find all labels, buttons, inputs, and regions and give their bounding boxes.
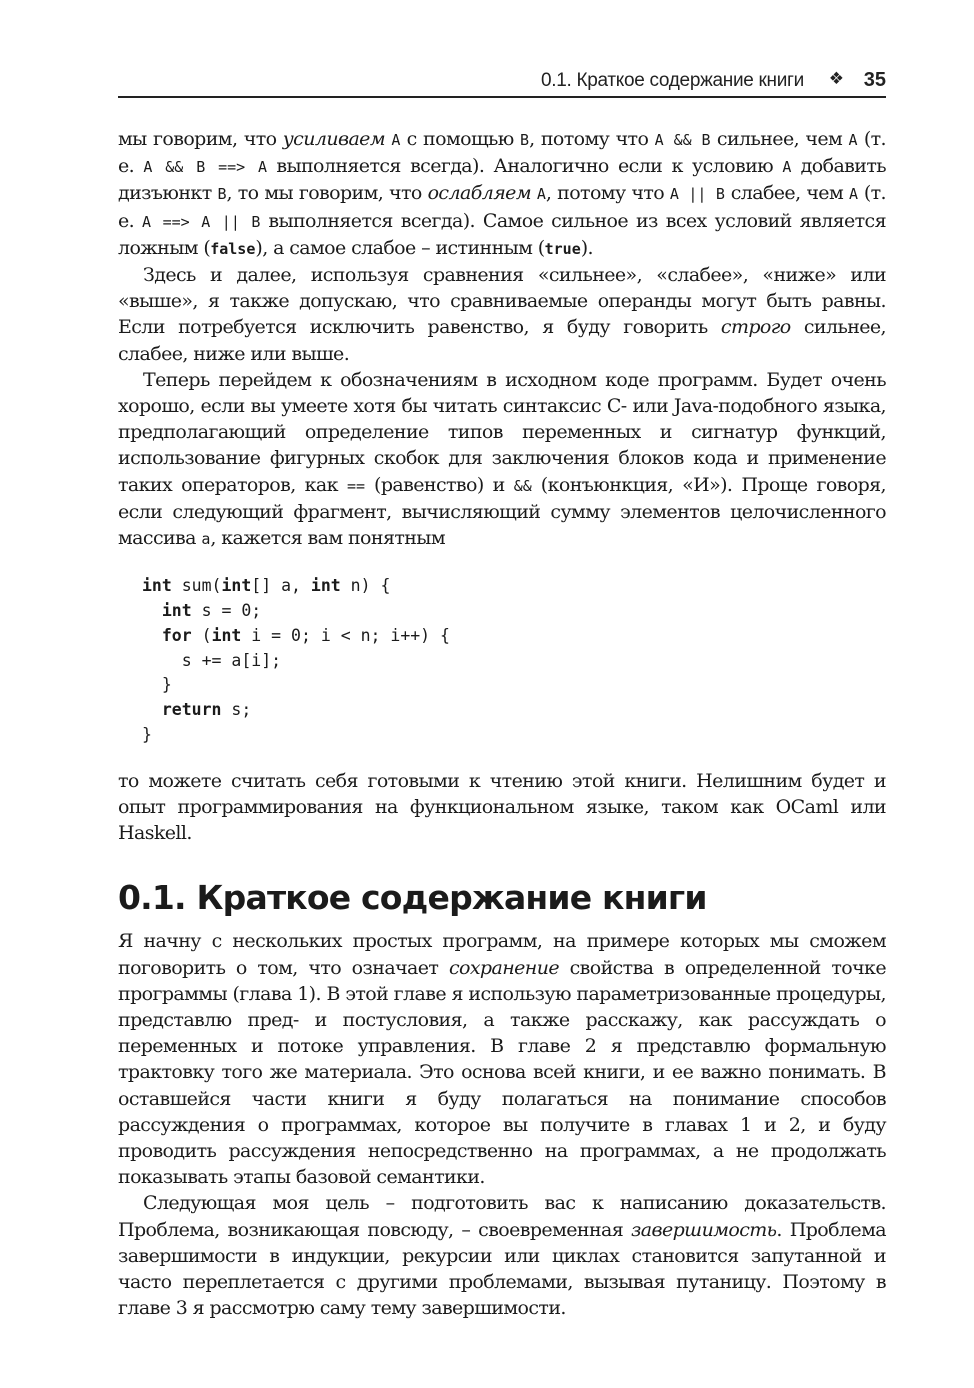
inline-code: true [544, 239, 581, 258]
body-text [118, 126, 886, 1321]
running-header [118, 66, 886, 98]
ornament-icon: ❖ [828, 69, 844, 89]
inline-code: a [201, 530, 211, 549]
inline-code: A [536, 185, 546, 204]
emphasis: завершимость [631, 1218, 777, 1241]
inline-code: B [217, 185, 227, 204]
section-heading: 0.1. Краткое содержание книги [118, 878, 707, 918]
inline-code: A || B [669, 185, 725, 204]
paragraph-4: то можете считать себя готовыми к чтению этой книги. Нелишним будет и опыт программирования на функциональном языке, таком как OCaml или Haskell. [118, 769, 886, 845]
paragraph-6: Следующая моя цель – подготовить вас к написанию доказательств. Проблема, возникающая повсюду, – своевременная завершимость. Проблема завершимости в индукции, рекурсии или циклах становится запутанной и часто переплетается с другими проблемами, вызывая путаницу. Поэтому в главе 3 я рассмотрю саму тему завершимости. [118, 1192, 886, 1320]
inline-code: B [520, 131, 530, 149]
code-listing: int sum(int[] a, int n) { int s = 0; for (int i = 0; i < n; i++) { s += a[i]; } return s; } [142, 576, 450, 745]
inline-code: == [346, 476, 366, 495]
emphasis: строго [720, 316, 791, 339]
emphasis: ослабляем [427, 182, 531, 205]
inline-code: A ==> A || B [142, 212, 261, 231]
paragraph-3: Теперь перейдем к обозначениям в исходном коде программ. Будет очень хорошо, если вы умеете хотя бы читать синтаксис C- или Java-подобного языка, предполагающий определение типов переменных и сигнатур функций, использование фигурных скобок для заключения блоков кода и применение таких операторов, как == (равенство) и && (конъюнкция, «И»). Проще говоря, если следующий фрагмент, вычисляющий сумму элементов целочисленного массива a, кажется вам понятным [118, 368, 886, 550]
emphasis: сохранение [448, 956, 559, 979]
inline-code: A && B ==> A [143, 158, 268, 177]
inline-code: false [210, 239, 256, 258]
inline-code: A [782, 158, 792, 177]
inline-code: && [513, 476, 532, 495]
paragraph-2: Здесь и далее, используя сравнения «сильнее», «слабее», «ниже» или «выше», я также допускаю, что сравниваемые операнды могут быть равны. Если потребуется исключить равенство, я буду говорить строго сильнее, слабее, ниже или выше. [118, 264, 886, 365]
running-title: 0.1. Краткое содержание книги [541, 70, 804, 91]
inline-code: A && B [654, 131, 711, 149]
paragraph-1: мы говорим, что усиливаем A с помощью B, потому что A && B сильнее, чем A (т. е. A && B ==> A выполняется всегда). Аналогично если к условию A добавить дизъюнкт B, то мы говорим, что ослабляем A, потому что A || B слабее, чем A (т. е. A ==> A || B выполняется всегда). Самое сильное из всех условий является ложным (false), а самое слабое – истинным (true). [118, 128, 887, 259]
inline-code: A [848, 185, 858, 204]
inline-code: A [391, 131, 401, 149]
emphasis: усиливаем [282, 128, 385, 150]
page-number: 35 [863, 69, 886, 91]
paragraph-5: Я начну с нескольких простых программ, на примере которых мы сможем поговорить о том, что означает сохранение свойства в определенной точке программы (глава 1). В этой главе я использую параметризованные процедуры, представлю пред- и постусловия, а также расскажу, как рассуждать о переменных и потоке управления. В главе 2 я представлю формальную трактовку того же материала. Это основа всей книги, и ее важно понимать. В оставшейся части книги я буду полагаться на понимание способов рассуждения о программах, которое вы получите в главах 1 и 2, и буду проводить рассуждения непосредственно на программах, а не продолжать показывать этапы базовой семантики. [118, 930, 886, 1189]
inline-code: A [848, 131, 858, 149]
